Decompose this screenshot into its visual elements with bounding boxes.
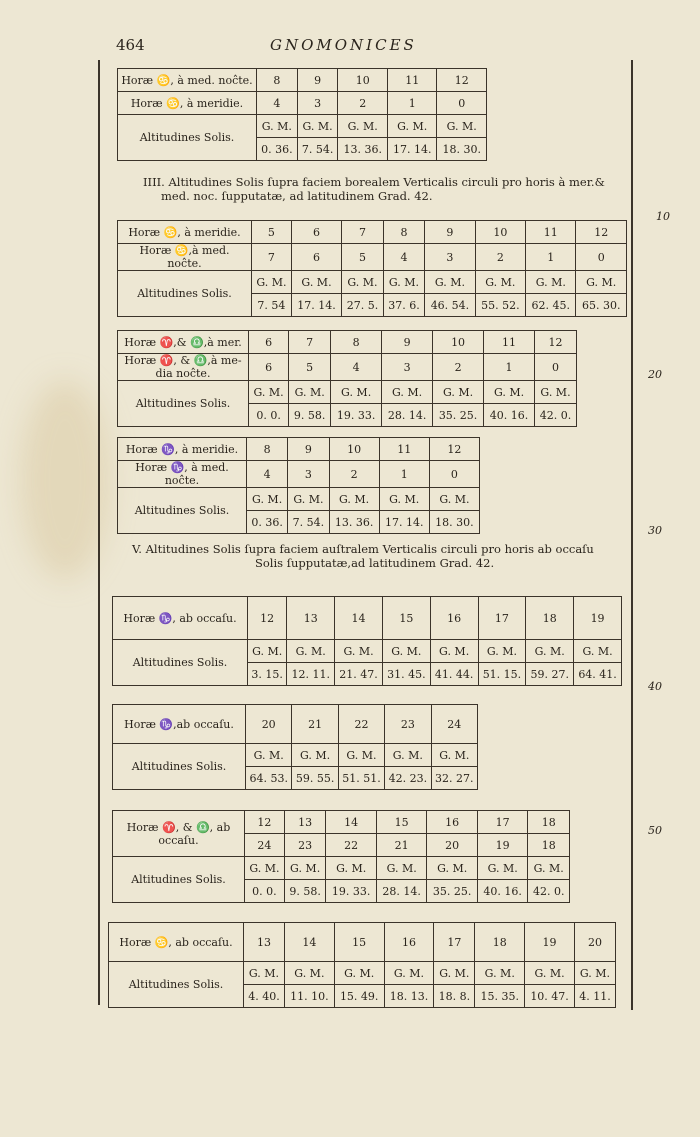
value-cell: 13. 36. xyxy=(329,511,379,534)
hour-cell: 24 xyxy=(431,705,477,744)
hour-cell: 15 xyxy=(376,811,427,834)
margin-number: 20 xyxy=(648,368,662,381)
hour-cell: 12 xyxy=(245,811,285,834)
unit-cell: G. M. xyxy=(385,744,431,767)
hour-cell: 18 xyxy=(528,834,570,857)
hour-cell: 18 xyxy=(528,811,570,834)
unit-cell: G. M. xyxy=(288,488,329,511)
hour-cell: 6 xyxy=(291,221,341,244)
hour-cell: 13 xyxy=(284,811,326,834)
value-cell: 51. 51. xyxy=(338,767,384,790)
row-label: Altitudines Solis. xyxy=(118,381,249,427)
value-cell: 27. 5. xyxy=(342,294,384,317)
value-cell: 64. 53. xyxy=(246,767,292,790)
value-cell: 12. 11. xyxy=(287,663,335,686)
row-label: Horæ ♈, & ♎, ab occaſu. xyxy=(113,811,245,857)
value-cell: 0. 0. xyxy=(249,404,289,427)
hour-cell: 2 xyxy=(338,92,388,115)
hour-cell: 3 xyxy=(382,354,433,381)
row-label: Altitudines Solis. xyxy=(118,488,247,534)
unit-cell: G. M. xyxy=(382,640,430,663)
value-cell: 65. 30. xyxy=(576,294,627,317)
unit-cell: G. M. xyxy=(429,488,479,511)
value-cell: 37. 6. xyxy=(383,294,425,317)
hour-cell: 5 xyxy=(252,221,292,244)
value-cell: 9. 58. xyxy=(289,404,331,427)
hour-cell: 8 xyxy=(331,331,382,354)
row-label: Horæ ♈, & ♎,à me- dia noĉte. xyxy=(118,354,249,381)
hour-cell: 2 xyxy=(329,461,379,488)
value-cell: 3. 15. xyxy=(248,663,287,686)
hour-cell: 12 xyxy=(437,69,487,92)
hour-cell: 10 xyxy=(329,438,379,461)
unit-cell: G. M. xyxy=(383,271,425,294)
value-cell: 4. 11. xyxy=(574,985,615,1008)
unit-cell: G. M. xyxy=(434,962,475,985)
value-cell: 59. 55. xyxy=(292,767,338,790)
value-cell: 18. 30. xyxy=(437,138,487,161)
value-cell: 0. 36. xyxy=(257,138,298,161)
hour-cell: 7 xyxy=(289,331,331,354)
unit-cell: G. M. xyxy=(284,857,326,880)
value-cell: 42. 23. xyxy=(385,767,431,790)
hour-cell: 14 xyxy=(335,597,383,640)
value-cell: 17. 14. xyxy=(291,294,341,317)
row-label: Horæ ♑, à med. noĉte. xyxy=(118,461,247,488)
unit-cell: G. M. xyxy=(291,271,341,294)
value-cell: 18. 30. xyxy=(429,511,479,534)
hour-cell: 5 xyxy=(289,354,331,381)
hour-cell: 6 xyxy=(249,331,289,354)
frame-right-rule xyxy=(631,60,633,1010)
unit-cell: G. M. xyxy=(528,857,570,880)
unit-cell: G. M. xyxy=(247,488,288,511)
value-cell: 59. 27. xyxy=(526,663,574,686)
unit-cell: G. M. xyxy=(574,640,622,663)
unit-cell: G. M. xyxy=(342,271,384,294)
hour-cell: 10 xyxy=(433,331,484,354)
hour-cell: 22 xyxy=(326,834,377,857)
value-cell: 21. 47. xyxy=(335,663,383,686)
value-cell: 41. 44. xyxy=(430,663,478,686)
unit-cell: G. M. xyxy=(248,640,287,663)
value-cell: 7. 54 xyxy=(252,294,292,317)
hour-cell: 11 xyxy=(526,221,576,244)
hour-cell: 5 xyxy=(342,244,384,271)
value-cell: 40. 16. xyxy=(484,404,535,427)
value-cell: 13. 36. xyxy=(338,138,388,161)
hour-cell: 17 xyxy=(434,923,475,962)
hour-cell: 4 xyxy=(331,354,382,381)
hour-cell: 19 xyxy=(525,923,575,962)
row-label: Horæ ♋, ab occaſu. xyxy=(109,923,244,962)
frame-left-rule xyxy=(98,60,100,1005)
table-altitudes-capricorn-occasu-1 xyxy=(112,596,622,686)
hour-cell: 4 xyxy=(383,244,425,271)
hour-cell: 11 xyxy=(484,331,535,354)
unit-cell: G. M. xyxy=(379,488,429,511)
hour-cell: 1 xyxy=(387,92,437,115)
table-altitudes-capricorn-occasu-2 xyxy=(112,704,478,790)
table-altitudes-cancer-midnight xyxy=(117,68,487,161)
hour-cell: 20 xyxy=(427,834,478,857)
hour-cell: 9 xyxy=(288,438,329,461)
unit-cell: G. M. xyxy=(287,640,335,663)
hour-cell: 0 xyxy=(535,354,577,381)
paper-stain xyxy=(20,380,110,580)
unit-cell: G. M. xyxy=(331,381,382,404)
hour-cell: 22 xyxy=(338,705,384,744)
hour-cell: 19 xyxy=(574,597,622,640)
hour-cell: 20 xyxy=(574,923,615,962)
row-label: Horæ ♋, à meridie. xyxy=(118,92,257,115)
hour-cell: 16 xyxy=(430,597,478,640)
value-cell: 11. 10. xyxy=(284,985,334,1008)
hour-cell: 1 xyxy=(484,354,535,381)
hour-cell: 7 xyxy=(342,221,384,244)
row-label: Horæ ♑,ab occaſu. xyxy=(113,705,246,744)
unit-cell: G. M. xyxy=(525,962,575,985)
margin-number: 50 xyxy=(648,824,662,837)
value-cell: 28. 14. xyxy=(382,404,433,427)
hour-cell: 23 xyxy=(385,705,431,744)
value-cell: 32. 27. xyxy=(431,767,477,790)
value-cell: 40. 16. xyxy=(477,880,528,903)
value-cell: 51. 15. xyxy=(478,663,526,686)
unit-cell: G. M. xyxy=(284,962,334,985)
value-cell: 28. 14. xyxy=(376,880,427,903)
hour-cell: 11 xyxy=(387,69,437,92)
table-altitudes-capricorn-meridie xyxy=(117,437,480,534)
unit-cell: G. M. xyxy=(535,381,577,404)
row-label: Altitudines Solis. xyxy=(118,271,252,317)
table-altitudes-aries-meridie xyxy=(117,330,577,427)
hour-cell: 3 xyxy=(297,92,338,115)
unit-cell: G. M. xyxy=(430,640,478,663)
hour-cell: 8 xyxy=(247,438,288,461)
unit-cell: G. M. xyxy=(246,744,292,767)
value-cell: 9. 58. xyxy=(284,880,326,903)
unit-cell: G. M. xyxy=(334,962,384,985)
unit-cell: G. M. xyxy=(475,271,525,294)
hour-cell: 8 xyxy=(257,69,298,92)
unit-cell: G. M. xyxy=(244,962,285,985)
unit-cell: G. M. xyxy=(257,115,298,138)
row-label: Horæ ♋, à med. noĉte. xyxy=(118,69,257,92)
row-label: Horæ ♈,& ♎,à mer. xyxy=(118,331,249,354)
row-label: Horæ ♑, ab occaſu. xyxy=(113,597,248,640)
hour-cell: 4 xyxy=(257,92,298,115)
margin-number: 30 xyxy=(648,524,662,537)
value-cell: 17. 14. xyxy=(379,511,429,534)
hour-cell: 6 xyxy=(291,244,341,271)
unit-cell: G. M. xyxy=(574,962,615,985)
row-label: Altitudines Solis. xyxy=(113,744,246,790)
unit-cell: G. M. xyxy=(252,271,292,294)
table-altitudes-cancer-occasu xyxy=(108,922,616,1008)
hour-cell: 23 xyxy=(284,834,326,857)
row-label: Horæ ♋,à med. noĉte. xyxy=(118,244,252,271)
hour-cell: 4 xyxy=(247,461,288,488)
heading-line: IIII. Altitudines Solis ſupra faciem borealem Verticalis circuli pro horis à mer.& xyxy=(143,175,605,189)
hour-cell: 18 xyxy=(475,923,525,962)
value-cell: 31. 45. xyxy=(382,663,430,686)
hour-cell: 20 xyxy=(246,705,292,744)
unit-cell: G. M. xyxy=(338,744,384,767)
hour-cell: 15 xyxy=(334,923,384,962)
hour-cell: 21 xyxy=(292,705,338,744)
value-cell: 18. 8. xyxy=(434,985,475,1008)
row-label: Horæ ♋, à meridie. xyxy=(118,221,252,244)
unit-cell: G. M. xyxy=(245,857,285,880)
hour-cell: 0 xyxy=(576,244,627,271)
unit-cell: G. M. xyxy=(477,857,528,880)
hour-cell: 12 xyxy=(429,438,479,461)
value-cell: 35. 25. xyxy=(427,880,478,903)
value-cell: 17. 14. xyxy=(387,138,437,161)
unit-cell: G. M. xyxy=(526,640,574,663)
row-label: Altitudines Solis. xyxy=(118,115,257,161)
hour-cell: 2 xyxy=(475,244,525,271)
page-number: 464 xyxy=(116,36,145,54)
value-cell: 0. 36. xyxy=(247,511,288,534)
margin-number: 40 xyxy=(648,680,662,693)
unit-cell: G. M. xyxy=(292,744,338,767)
unit-cell: G. M. xyxy=(249,381,289,404)
value-cell: 18. 13. xyxy=(384,985,434,1008)
value-cell: 0. 0. xyxy=(245,880,285,903)
value-cell: 15. 35. xyxy=(475,985,525,1008)
unit-cell: G. M. xyxy=(387,115,437,138)
unit-cell: G. M. xyxy=(576,271,627,294)
value-cell: 7. 54. xyxy=(288,511,329,534)
unit-cell: G. M. xyxy=(376,857,427,880)
margin-number: 10 xyxy=(656,210,670,223)
unit-cell: G. M. xyxy=(478,640,526,663)
row-label: Altitudines Solis. xyxy=(113,857,245,903)
hour-cell: 14 xyxy=(284,923,334,962)
hour-cell: 9 xyxy=(425,221,475,244)
value-cell: 7. 54. xyxy=(297,138,338,161)
row-label: Altitudines Solis. xyxy=(113,640,248,686)
hour-cell: 7 xyxy=(252,244,292,271)
hour-cell: 1 xyxy=(526,244,576,271)
row-label: Horæ ♑, à meridie. xyxy=(118,438,247,461)
hour-cell: 8 xyxy=(383,221,425,244)
heading-line: V. Altitudines Solis ſupra faciem auſtralem Verticalis circuli pro horis ab occaſu xyxy=(132,542,594,556)
hour-cell: 16 xyxy=(427,811,478,834)
value-cell: 10. 47. xyxy=(525,985,575,1008)
value-cell: 62. 45. xyxy=(526,294,576,317)
hour-cell: 21 xyxy=(376,834,427,857)
unit-cell: G. M. xyxy=(338,115,388,138)
hour-cell: 19 xyxy=(477,834,528,857)
value-cell: 42. 0. xyxy=(528,880,570,903)
unit-cell: G. M. xyxy=(425,271,475,294)
heading-line: Solis ſupputatæ,ad latitudinem Grad. 42. xyxy=(255,556,495,570)
hour-cell: 3 xyxy=(288,461,329,488)
section-heading-v xyxy=(132,542,594,570)
hour-cell: 12 xyxy=(535,331,577,354)
hour-cell: 24 xyxy=(245,834,285,857)
hour-cell: 13 xyxy=(287,597,335,640)
value-cell: 46. 54. xyxy=(425,294,475,317)
unit-cell: G. M. xyxy=(335,640,383,663)
hour-cell: 2 xyxy=(433,354,484,381)
table-altitudes-aries-occasu xyxy=(112,810,570,903)
heading-line: med. noc. ſupputatæ, ad latitudinem Grad. 42. xyxy=(161,189,433,203)
hour-cell: 10 xyxy=(475,221,525,244)
hour-cell: 1 xyxy=(379,461,429,488)
hour-cell: 13 xyxy=(244,923,285,962)
hour-cell: 9 xyxy=(382,331,433,354)
hour-cell: 0 xyxy=(437,92,487,115)
unit-cell: G. M. xyxy=(437,115,487,138)
unit-cell: G. M. xyxy=(297,115,338,138)
unit-cell: G. M. xyxy=(526,271,576,294)
unit-cell: G. M. xyxy=(484,381,535,404)
value-cell: 64. 41. xyxy=(574,663,622,686)
hour-cell: 9 xyxy=(297,69,338,92)
value-cell: 19. 33. xyxy=(326,880,377,903)
value-cell: 15. 49. xyxy=(334,985,384,1008)
running-title: GNOMONICES xyxy=(270,36,417,54)
unit-cell: G. M. xyxy=(433,381,484,404)
unit-cell: G. M. xyxy=(427,857,478,880)
hour-cell: 17 xyxy=(477,811,528,834)
table-altitudes-cancer-meridie xyxy=(117,220,627,317)
value-cell: 35. 25. xyxy=(433,404,484,427)
hour-cell: 18 xyxy=(526,597,574,640)
unit-cell: G. M. xyxy=(329,488,379,511)
hour-cell: 12 xyxy=(576,221,627,244)
value-cell: 19. 33. xyxy=(331,404,382,427)
hour-cell: 14 xyxy=(326,811,377,834)
row-label: Altitudines Solis. xyxy=(109,962,244,1008)
hour-cell: 10 xyxy=(338,69,388,92)
hour-cell: 6 xyxy=(249,354,289,381)
unit-cell: G. M. xyxy=(289,381,331,404)
unit-cell: G. M. xyxy=(382,381,433,404)
unit-cell: G. M. xyxy=(326,857,377,880)
unit-cell: G. M. xyxy=(475,962,525,985)
value-cell: 55. 52. xyxy=(475,294,525,317)
value-cell: 42. 0. xyxy=(535,404,577,427)
hour-cell: 3 xyxy=(425,244,475,271)
unit-cell: G. M. xyxy=(431,744,477,767)
unit-cell: G. M. xyxy=(384,962,434,985)
hour-cell: 11 xyxy=(379,438,429,461)
hour-cell: 0 xyxy=(429,461,479,488)
hour-cell: 12 xyxy=(248,597,287,640)
hour-cell: 17 xyxy=(478,597,526,640)
hour-cell: 16 xyxy=(384,923,434,962)
section-heading-iiii xyxy=(143,175,605,203)
hour-cell: 15 xyxy=(382,597,430,640)
value-cell: 4. 40. xyxy=(244,985,285,1008)
